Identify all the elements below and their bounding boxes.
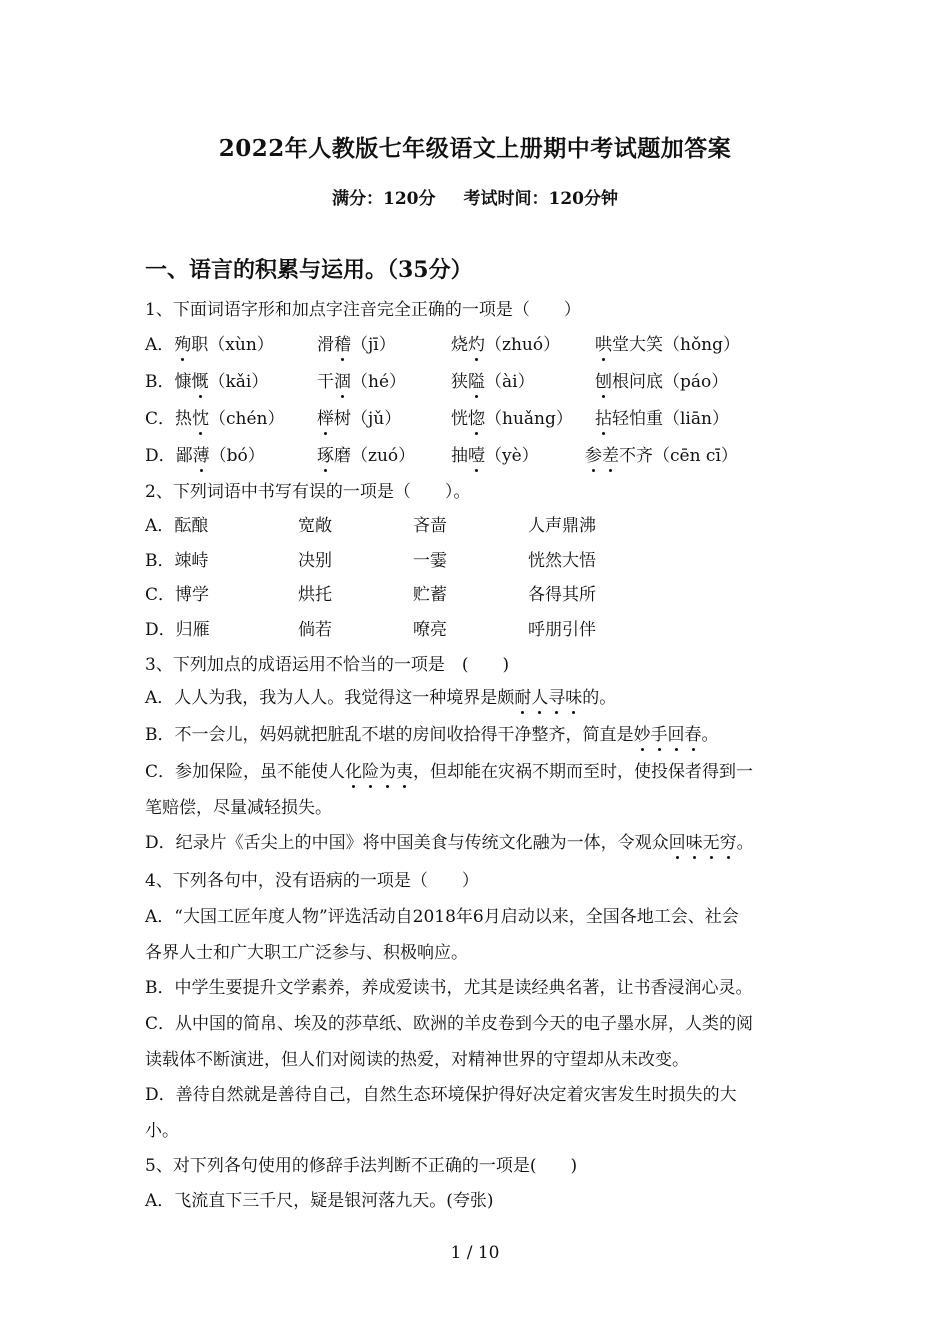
page-number: 1 / 10 [450,1243,500,1263]
q4-option-c: C．从中国的简帛、埃及的莎草纸、欧洲的羊皮卷到今天的电子墨水屏，人类的阅 [145,1014,754,1034]
q3-option-b: B．不一会儿，妈妈就把脏乱不堪的房间收拾得干净整齐，简直是妙手回春。 [145,720,719,745]
dotted-idiom: 耐人寻味 [514,688,582,708]
q1-option-c: C．热忱（chén） 榉树（jǔ） 恍惚（huǎng） 拈轻怕重（liān） [145,404,825,428]
dotted-idiom: 化险为夷 [345,762,413,782]
q5-option-a: A．飞流直下三千尺，疑是银河落九天。(夸张) [145,1191,494,1211]
q4-option-a: A．“大国工匠年度人物”评选活动自2018年6月启动以来，全国各地工会、社会 [145,907,739,927]
q1-option-d: D．鄙薄（bó） 琢磨（zuó） 抽噎（yè） 参差不齐（cēn cī） [145,441,825,465]
full-score: 满分：120分 [332,189,436,209]
exam-info [0,184,950,209]
q5-stem: 5、对下列各句使用的修辞手法判断不正确的一项是( ) [145,1156,578,1176]
q4-option-c-cont: 读载体不断演进，但人们对阅读的热爱，对精神世界的守望却从未改变。 [145,1050,689,1070]
section-heading: 一、语言的积累与运用。（35分） [145,257,473,283]
q4-option-d-cont: 小。 [145,1121,179,1141]
q1-option-b: B．慷慨（kǎi） 干涸（hé） 狭隘（ài） 刨根问底（páo） [145,367,825,391]
q2-option-c: C．博学 烘托 贮蓄 各得其所 [145,585,596,605]
q3-option-d: D．纪录片《舌尖上的中国》将中国美食与传统文化融为一体，令观众回味无穷。 [145,828,754,853]
exam-time: 考试时间：120分钟 [463,189,618,209]
dotted-idiom: 回味无穷 [669,833,737,853]
q4-stem: 4、下列各句中，没有语病的一项是（ ） [145,871,479,891]
q3-option-c: C．参加保险，虽不能使人化险为夷，但却能在灾祸不期而至时，使投保者得到一 [145,757,753,782]
dotted-idiom: 妙手回春 [634,725,702,745]
q3-option-a: A．人人为我，我为人人。我觉得这一种境界是颇耐人寻味的。 [145,683,616,708]
q1-stem: 1、下面词语字形和加点字注音完全正确的一项是（ ） [145,300,581,320]
q3-option-c-cont: 笔赔偿，尽量减轻损失。 [145,798,332,818]
page-title: 2022年人教版七年级语文上册期中考试题加答案 [218,135,732,162]
q2-option-b: B．竦峙 决别 一霎 恍然大悟 [145,551,596,571]
q4-option-a-cont: 各界人士和广大职工广泛参与、积极响应。 [145,943,468,963]
q2-stem: 2、下列词语中书写有误的一项是（ ）。 [145,482,471,502]
q2-option-a: A．酝酿 宽敞 吝啬 人声鼎沸 [145,516,596,536]
q1-option-a: A．殉职（xùn） 滑稽（jī） 烧灼（zhuó） 哄堂大笑（hǒng） [145,330,825,354]
q4-option-b: B．中学生要提升文学素养，养成爱读书，尤其是读经典名著，让书香浸润心灵。 [145,978,753,998]
q4-option-d: D．善待自然就是善待自己，自然生态环境保护得好决定着灾害发生时损失的大 [145,1085,737,1105]
q3-stem: 3、下列加点的成语运用不恰当的一项是 ( ) [145,655,510,675]
q2-option-d: D．归雁 倘若 嘹亮 呼朋引伴 [145,620,596,640]
